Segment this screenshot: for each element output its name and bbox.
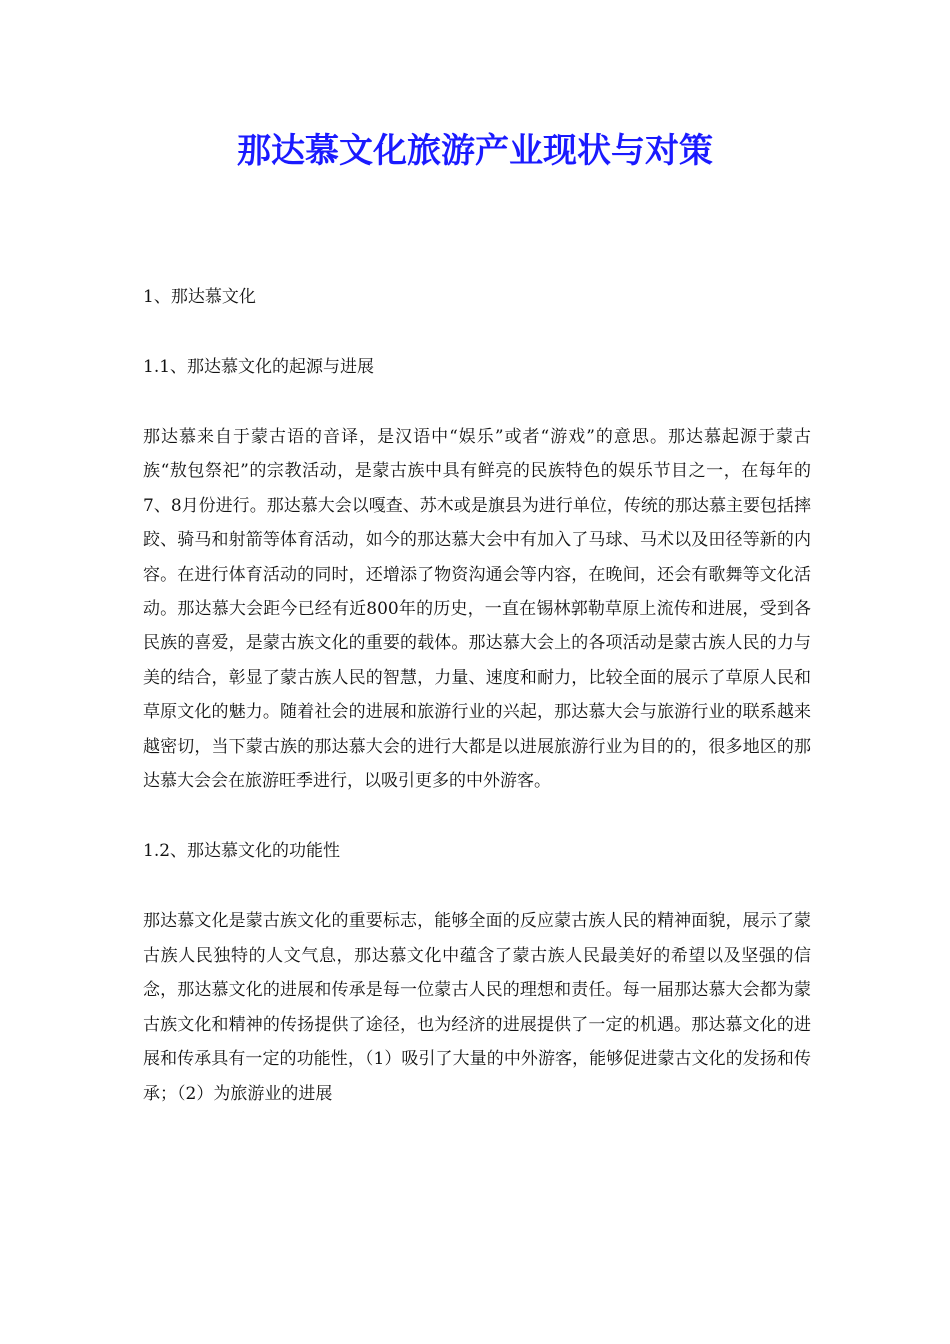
section-heading-1-2: 1.2、那达慕文化的功能性: [143, 841, 341, 862]
document-body: [143, 280, 811, 1111]
section-heading-1: 1、那达慕文化: [143, 287, 256, 307]
section-heading-1-1: 1.1、那达慕文化的起源与进展: [143, 357, 375, 377]
document-title: 那达慕文化旅游产业现状与对策: [237, 131, 713, 171]
paragraph-functionality: 那达慕文化是蒙古族文化的重要标志，能够全面的反应蒙古族人民的精神面貌，展示了蒙古族人民独特的人文气息，那达慕文化中蕴含了蒙古族人民最美好的希望以及坚强的信念，那达慕文化的进展和传承是每一位蒙古人民的理想和责任。每一届那达慕大会都为蒙古族文化和精神的传扬提供了途径，也为经济的进展提供了一定的机遇。那达慕文化的进展和传承具有一定的功能性，（1）吸引了大量的中外游客，能够促进蒙古文化的发扬和传承；（2）为旅游业的进展: [143, 911, 811, 1104]
paragraph-origin-development: 那达慕来自于蒙古语的音译，是汉语中“娱乐”或者“游戏”的意思。那达慕起源于蒙古族“敖包祭祀”的宗教活动，是蒙古族中具有鲜亮的民族特色的娱乐节目之一，在每年的7、8月份进行。那达慕大会以嘎查、苏木或是旗县为进行单位，传统的那达慕主要包括摔跤、骑马和射箭等体育活动，如今的那达慕大会中有加入了马球、马术以及田径等新的内容。在进行体育活动的同时，还增添了物资沟通会等内容，在晚间，还会有歌舞等文化活动。那达慕大会距今已经有近800年的历史，一直在锡林郭勒草原上流传和进展，受到各民族的喜爱，是蒙古族文化的重要的载体。那达慕大会上的各项活动是蒙古族人民的力与美的结合，彰显了蒙古族人民的智慧，力量、速度和耐力，比较全面的展示了草原人民和草原文化的魅力。随着社会的进展和旅游行业的兴起，那达慕大会与旅游行业的联系越来越密切，当下蒙古族的那达慕大会的进行大都是以进展旅游行业为目的的，很多地区的那达慕大会会在旅游旺季进行，以吸引更多的中外游客。: [143, 427, 811, 792]
